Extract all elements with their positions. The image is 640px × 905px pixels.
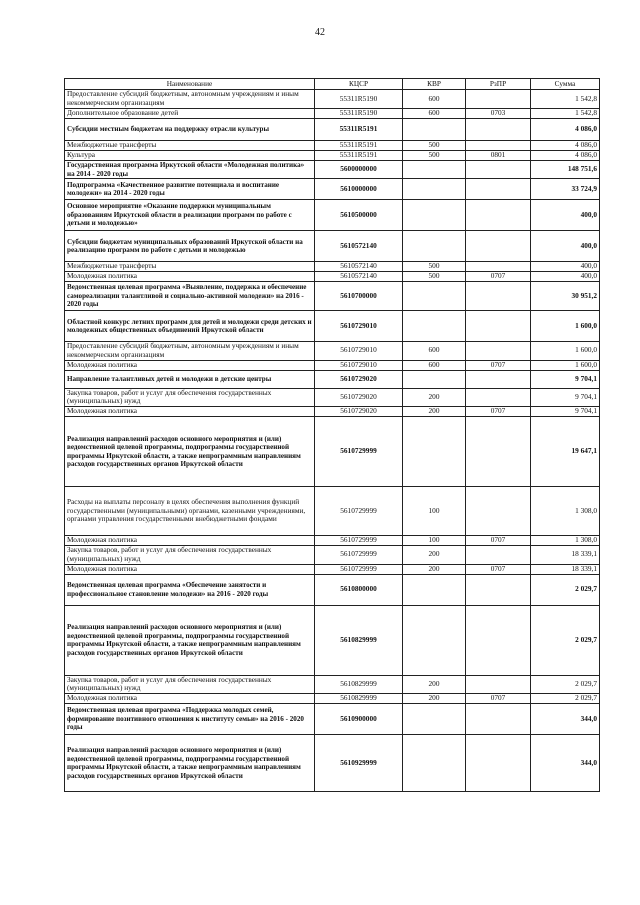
row-name-cell: Молодежная политика — [65, 694, 315, 704]
row-name-cell: Основное мероприятие «Оказание поддержки муниципальным образованиям Иркутской области в реализации программ по работе с детьми и молодежью» — [65, 200, 315, 231]
row-kvr-cell: 500 — [403, 262, 466, 272]
header-kvr: КВР — [403, 79, 466, 90]
row-kvr-cell: 500 — [403, 151, 466, 161]
row-name-cell: Закупка товаров, работ и услуг для обеспечения государственных (муниципальных) нужд — [65, 546, 315, 565]
row-sum-cell: 9 704,1 — [531, 388, 600, 407]
row-kcsr-cell: 5610729010 — [315, 342, 403, 361]
row-name-cell: Закупка товаров, работ и услуг для обеспечения государственных (муниципальных) нужд — [65, 388, 315, 407]
row-sum-cell: 1 600,0 — [531, 360, 600, 370]
row-name-cell: Молодежная политика — [65, 272, 315, 282]
row-kvr-cell: 500 — [403, 272, 466, 282]
row-kcsr-cell: 55311R5190 — [315, 90, 403, 109]
row-name-cell: Ведомственная целевая программа «Выявление, поддержка и обеспечение самореализации талантливой и социально-активной молодежи» на 2016 - 2020 годы — [65, 282, 315, 311]
row-kvr-cell — [403, 417, 466, 487]
row-kcsr-cell: 5610729020 — [315, 370, 403, 388]
row-sum-cell: 4 086,0 — [531, 119, 600, 141]
row-kcsr-cell: 5610929999 — [315, 735, 403, 792]
row-sum-cell: 4 086,0 — [531, 141, 600, 151]
row-rzpr-cell — [466, 179, 531, 200]
row-rzpr-cell: 0707 — [466, 272, 531, 282]
row-name-cell: Предоставление субсидий бюджетным, автономным учреждениям и иным некоммерческим организациям — [65, 342, 315, 361]
row-kcsr-cell: 5610729999 — [315, 536, 403, 546]
table-row — [65, 151, 600, 161]
row-rzpr-cell — [466, 119, 531, 141]
row-sum-cell: 9 704,1 — [531, 370, 600, 388]
row-rzpr-cell — [466, 704, 531, 735]
table-row — [65, 605, 600, 675]
row-sum-cell: 4 086,0 — [531, 151, 600, 161]
row-sum-cell: 344,0 — [531, 735, 600, 792]
row-name-cell: Дополнительное образование детей — [65, 109, 315, 119]
row-name-cell: Реализация направлений расходов основного мероприятия и (или) ведомственной целевой программы, подпрограммы государственной программы Иркутской области, а также непрограммным направлениям расходов государственных органов Иркутской области — [65, 735, 315, 792]
row-kcsr-cell: 5610572140 — [315, 272, 403, 282]
row-kvr-cell: 600 — [403, 109, 466, 119]
row-rzpr-cell — [466, 605, 531, 675]
row-kcsr-cell: 55311R5191 — [315, 141, 403, 151]
table-row — [65, 704, 600, 735]
header-sum: Сумма — [531, 79, 600, 90]
row-rzpr-cell — [466, 342, 531, 361]
row-kvr-cell: 100 — [403, 536, 466, 546]
row-name-cell: Реализация направлений расходов основного мероприятия и (или) ведомственной целевой программы, подпрограммы государственной программы Иркутской области, а также непрограммным направлениям расходов государственных органов Иркутской области — [65, 417, 315, 487]
table-row — [65, 370, 600, 388]
row-kcsr-cell: 5610572140 — [315, 262, 403, 272]
row-kvr-cell — [403, 179, 466, 200]
row-name-cell: Молодежная политика — [65, 536, 315, 546]
row-kvr-cell — [403, 605, 466, 675]
budget-table — [64, 78, 600, 792]
header-kcsr: КЦСР — [315, 79, 403, 90]
row-kvr-cell: 600 — [403, 342, 466, 361]
row-rzpr-cell — [466, 370, 531, 388]
row-kvr-cell — [403, 704, 466, 735]
row-sum-cell: 18 339,1 — [531, 564, 600, 574]
row-name-cell: Молодежная политика — [65, 564, 315, 574]
row-kcsr-cell: 5610829999 — [315, 675, 403, 694]
row-kcsr-cell: 55311R5191 — [315, 119, 403, 141]
row-name-cell: Межбюджетные трансферты — [65, 262, 315, 272]
row-kcsr-cell: 5610729020 — [315, 388, 403, 407]
table-row — [65, 311, 600, 342]
header-rzpr: РзПР — [466, 79, 531, 90]
table-row — [65, 675, 600, 694]
row-sum-cell: 400,0 — [531, 272, 600, 282]
table-row — [65, 536, 600, 546]
table-row — [65, 487, 600, 536]
table-row — [65, 200, 600, 231]
row-name-cell: Направление талантливых детей и молодежи в детские центры — [65, 370, 315, 388]
row-kvr-cell: 200 — [403, 675, 466, 694]
row-kcsr-cell: 5610829999 — [315, 694, 403, 704]
row-kvr-cell: 600 — [403, 90, 466, 109]
row-kcsr-cell: 5610572140 — [315, 231, 403, 262]
row-kcsr-cell: 55311R5190 — [315, 109, 403, 119]
row-kvr-cell: 200 — [403, 564, 466, 574]
row-name-cell: Государственная программа Иркутской области «Молодежная политика» на 2014 - 2020 годы — [65, 161, 315, 179]
row-rzpr-cell — [466, 282, 531, 311]
header-name: Наименование — [65, 79, 315, 90]
row-rzpr-cell: 0707 — [466, 564, 531, 574]
row-rzpr-cell — [466, 487, 531, 536]
row-kvr-cell — [403, 370, 466, 388]
row-sum-cell: 2 029,7 — [531, 675, 600, 694]
row-rzpr-cell — [466, 141, 531, 151]
row-kcsr-cell: 5610729999 — [315, 487, 403, 536]
row-sum-cell: 1 542,8 — [531, 90, 600, 109]
table-row — [65, 90, 600, 109]
table-row — [65, 161, 600, 179]
row-sum-cell: 19 647,1 — [531, 417, 600, 487]
table-row — [65, 342, 600, 361]
row-kvr-cell — [403, 574, 466, 605]
row-kcsr-cell: 5610500000 — [315, 200, 403, 231]
row-kvr-cell: 200 — [403, 407, 466, 417]
row-kvr-cell — [403, 311, 466, 342]
row-rzpr-cell — [466, 262, 531, 272]
table-row — [65, 417, 600, 487]
row-name-cell: Областной конкурс летних программ для детей и молодежи среди детских и молодежных общественных объединений Иркутской области — [65, 311, 315, 342]
row-sum-cell: 2 029,7 — [531, 574, 600, 605]
row-kcsr-cell: 55311R5191 — [315, 151, 403, 161]
row-name-cell: Предоставление субсидий бюджетным, автономным учреждениям и иным некоммерческим организациям — [65, 90, 315, 109]
row-kcsr-cell: 5600000000 — [315, 161, 403, 179]
row-kcsr-cell: 5610729999 — [315, 564, 403, 574]
row-name-cell: Субсидии местным бюджетам на поддержку отрасли культуры — [65, 119, 315, 141]
row-kvr-cell: 100 — [403, 487, 466, 536]
table-row — [65, 574, 600, 605]
row-kcsr-cell: 5610829999 — [315, 605, 403, 675]
row-kvr-cell — [403, 119, 466, 141]
row-rzpr-cell — [466, 417, 531, 487]
row-rzpr-cell — [466, 546, 531, 565]
table-row — [65, 141, 600, 151]
row-kvr-cell — [403, 735, 466, 792]
row-kcsr-cell: 5610800000 — [315, 574, 403, 605]
row-sum-cell: 9 704,1 — [531, 407, 600, 417]
row-kvr-cell — [403, 282, 466, 311]
table-row — [65, 282, 600, 311]
row-kvr-cell: 200 — [403, 388, 466, 407]
row-rzpr-cell: 0707 — [466, 694, 531, 704]
row-sum-cell: 18 339,1 — [531, 546, 600, 565]
row-rzpr-cell — [466, 735, 531, 792]
table-body — [65, 90, 600, 792]
row-rzpr-cell — [466, 574, 531, 605]
table-row — [65, 231, 600, 262]
table-row — [65, 109, 600, 119]
table-row — [65, 694, 600, 704]
row-sum-cell: 33 724,9 — [531, 179, 600, 200]
row-sum-cell: 1 308,0 — [531, 487, 600, 536]
row-kvr-cell: 200 — [403, 694, 466, 704]
row-rzpr-cell — [466, 675, 531, 694]
row-name-cell: Подпрограмма «Качественное развитие потенциала и воспитание молодежи» на 2014 - 2020 годы — [65, 179, 315, 200]
row-rzpr-cell — [466, 388, 531, 407]
row-sum-cell: 400,0 — [531, 262, 600, 272]
row-name-cell: Реализация направлений расходов основного мероприятия и (или) ведомственной целевой программы, подпрограммы государственной программы Иркутской области, а также непрограммным направлениям расходов государственных органов Иркутской области — [65, 605, 315, 675]
row-kcsr-cell: 5610729020 — [315, 407, 403, 417]
row-kcsr-cell: 5610900000 — [315, 704, 403, 735]
row-kcsr-cell: 5610729999 — [315, 546, 403, 565]
row-name-cell: Ведомственная целевая программа «Обеспечение занятости и профессиональное становление молодежи» на 2016 - 2020 годы — [65, 574, 315, 605]
row-name-cell: Межбюджетные трансферты — [65, 141, 315, 151]
row-kvr-cell — [403, 231, 466, 262]
row-name-cell: Расходы на выплаты персоналу в целях обеспечения выполнения функций государственными (муниципальными) органами, казенными учреждениями, органами управления государственными внебюджетными фондами — [65, 487, 315, 536]
table-row — [65, 564, 600, 574]
table-row — [65, 388, 600, 407]
row-rzpr-cell — [466, 311, 531, 342]
row-rzpr-cell — [466, 161, 531, 179]
row-name-cell: Молодежная политика — [65, 360, 315, 370]
table-row — [65, 179, 600, 200]
row-kvr-cell — [403, 200, 466, 231]
table-row — [65, 262, 600, 272]
row-kcsr-cell: 5610729999 — [315, 417, 403, 487]
row-name-cell: Молодежная политика — [65, 407, 315, 417]
row-sum-cell: 1 542,8 — [531, 109, 600, 119]
row-rzpr-cell: 0703 — [466, 109, 531, 119]
row-sum-cell: 1 308,0 — [531, 536, 600, 546]
row-kcsr-cell: 5610729010 — [315, 311, 403, 342]
row-rzpr-cell — [466, 200, 531, 231]
table-row — [65, 407, 600, 417]
table-row — [65, 360, 600, 370]
row-rzpr-cell: 0707 — [466, 407, 531, 417]
row-rzpr-cell: 0707 — [466, 536, 531, 546]
row-name-cell: Субсидии бюджетам муниципальных образований Иркутской области на реализацию программ по работе с детьми и молодежью — [65, 231, 315, 262]
row-kvr-cell: 600 — [403, 360, 466, 370]
table-row — [65, 546, 600, 565]
row-sum-cell: 1 600,0 — [531, 311, 600, 342]
row-kvr-cell — [403, 161, 466, 179]
row-sum-cell: 2 029,7 — [531, 605, 600, 675]
row-rzpr-cell: 0801 — [466, 151, 531, 161]
row-kvr-cell: 200 — [403, 546, 466, 565]
page-number: 42 — [315, 27, 325, 38]
table-row — [65, 735, 600, 792]
row-sum-cell: 400,0 — [531, 231, 600, 262]
row-sum-cell: 400,0 — [531, 200, 600, 231]
table-row — [65, 119, 600, 141]
row-name-cell: Ведомственная целевая программа «Поддержка молодых семей, формирование позитивного отношения к институту семьи» на 2016 - 2020 годы — [65, 704, 315, 735]
row-sum-cell: 30 951,2 — [531, 282, 600, 311]
row-kcsr-cell: 5610000000 — [315, 179, 403, 200]
row-rzpr-cell: 0707 — [466, 360, 531, 370]
row-kcsr-cell: 5610700000 — [315, 282, 403, 311]
row-name-cell: Культура — [65, 151, 315, 161]
row-kcsr-cell: 5610729010 — [315, 360, 403, 370]
row-rzpr-cell — [466, 90, 531, 109]
row-sum-cell: 344,0 — [531, 704, 600, 735]
table-row — [65, 272, 600, 282]
row-name-cell: Закупка товаров, работ и услуг для обеспечения государственных (муниципальных) нужд — [65, 675, 315, 694]
row-sum-cell: 148 751,6 — [531, 161, 600, 179]
row-sum-cell: 1 600,0 — [531, 342, 600, 361]
row-kvr-cell: 500 — [403, 141, 466, 151]
row-rzpr-cell — [466, 231, 531, 262]
table-header-row — [65, 79, 600, 90]
row-sum-cell: 2 029,7 — [531, 694, 600, 704]
